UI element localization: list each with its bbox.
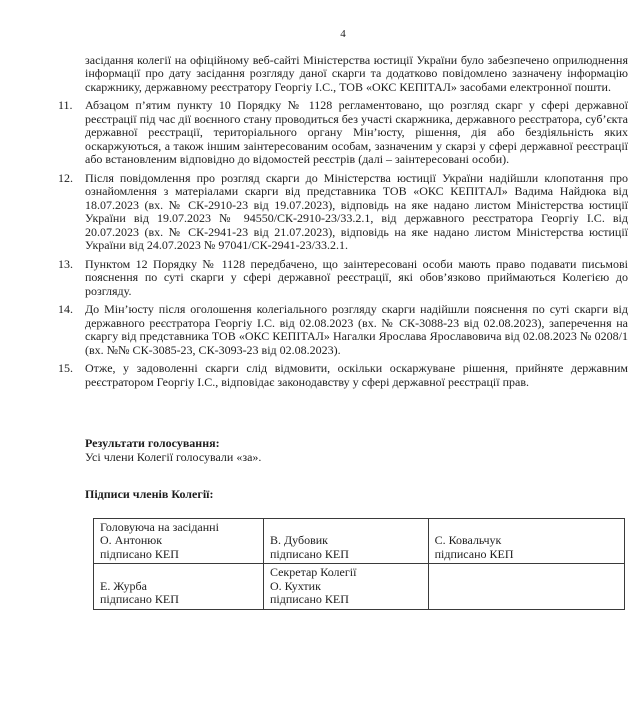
table-cell-member — [428, 518, 625, 564]
signatures-section — [58, 488, 628, 610]
page-number: 4 — [340, 28, 346, 40]
voting-results-text: Усі члени Колегії голосували «за». — [85, 449, 262, 464]
table-row — [94, 564, 625, 610]
paragraph-text: Пунктом 12 Порядку № 1128 передбачено, що заінтересовані особи мають право подавати письмові пояснення по суті скарги у сфері державної реєстрації, які обов’язково приймаються Колегією до розгляду. — [85, 256, 628, 298]
paragraph-11 — [58, 99, 628, 167]
table-cell-member — [94, 564, 264, 610]
paragraph-number — [58, 54, 85, 95]
signature-status: підписано КЕП — [269, 546, 349, 561]
signer-name: О. Кухтик — [269, 578, 321, 593]
signature-status: підписано КЕП — [269, 592, 349, 606]
paragraph-text: До Мін’юсту після оголошення колегіального розгляду скарги надійшли пояснення по суті скарги від державного реєстратора Георгіу І.С. від 02.08.2023 (вх. № СК-3088-23 від 02.08.2023), заперечення на скаргу від представника ТОВ «ОКС КЕПІТАЛ» Нагалки Ярослава Ярославовича від 02.08.2023 № 0208/1 (вх. №№ СК-3085-23, СК-3093-23 від 02.08.2023). — [85, 302, 628, 357]
signature-table — [93, 518, 625, 610]
empty-cell — [435, 593, 619, 607]
table-cell-chair — [94, 518, 264, 564]
voting-results-heading: Результати голосування: — [85, 436, 220, 450]
signer-role: Секретар Колегії — [269, 565, 357, 579]
paragraph-text: засідання колегії на офіційному веб-сайті Міністерства юстиції України було забезпечено оприлюднення інформації про дату засідання розгляду даної скарги та додатково повідомлено зазначену інформацію скаржнику, державному реєстратору Георгіу І.С., ТОВ «ОКС КЕПІТАЛ» засобами електронної пошти. — [85, 52, 628, 94]
table-cell-member — [263, 518, 428, 564]
signatures-heading: Підписи членів Колегії: — [85, 487, 214, 501]
paragraph-12 — [58, 172, 628, 253]
paragraph-number: 15. — [58, 361, 73, 375]
signer-role: Головуюча на засіданні — [100, 519, 219, 534]
paragraph-number: 11. — [58, 98, 73, 112]
voting-results-section — [58, 437, 628, 464]
paragraph-text: Після повідомлення про розгляд скарги до Міністерства юстиції України надійшли клопотання про ознайомлення з матеріалами скарги від представника ТОВ «ОКС КЕПІТАЛ» Вадима Найдюка від 18.07.2023 (вх. № СК-2910-23 від 19.07.2023), відповідь на яке надано листом Міністерства юстиції України від 19.07.2023 № 94550/СК-2910-23/33.2.1, від державного реєстратора Георгіу І.С. від 20.07.2023 (вх. № СК-2941-23 від 21.07.2023), відповідь на яке надано листом Міністерства юстиції України від 24.07.2023 № 97041/СК-2941-23/33.2.1. — [85, 170, 628, 252]
signature-status: підписано КЕП — [434, 546, 514, 561]
paragraph-15 — [58, 362, 628, 389]
paragraph-13 — [58, 258, 628, 299]
table-cell-secretary — [263, 564, 428, 610]
signer-name: О. Антонюк — [100, 533, 163, 547]
paragraph-text: Абзацом п’ятим пункту 10 Порядку № 1128 регламентовано, що розгляд скарг у сфері державної реєстрації під час дії воєнного стану проводиться без участі скаржника, державного реєстратора, суб’єкта державної реєстрації, територіального органу Мін’юсту, рішення, дія або бездіяльність яких оскаржуються, а також іншим заінтересованим особам, зазначеним у скарзі у сфері державної реєстрації або встановленим відповідно до відомостей реєстрів (далі – заінтересовані особи). — [85, 98, 628, 166]
paragraph-14 — [58, 303, 628, 357]
signer-name: Е. Журба — [100, 578, 147, 593]
signer-name: С. Ковальчук — [434, 533, 502, 547]
paragraph-continuation — [58, 54, 628, 95]
paragraph-number: 14. — [58, 302, 73, 316]
signature-status: підписано КЕП — [100, 546, 179, 561]
table-cell-empty — [428, 564, 625, 610]
table-row — [94, 518, 625, 564]
paragraph-number: 12. — [58, 170, 73, 185]
paragraph-number: 13. — [58, 256, 73, 271]
paragraph-text: Отже, у задоволенні скарги слід відмовити, оскільки оскаржуване рішення, прийняте державним реєстратором Георгіу І.С., відповідає законодавству у сфері державної реєстрації прав. — [85, 361, 628, 389]
signer-name: В. Дубовик — [269, 533, 329, 547]
signature-status: підписано КЕП — [100, 592, 179, 606]
